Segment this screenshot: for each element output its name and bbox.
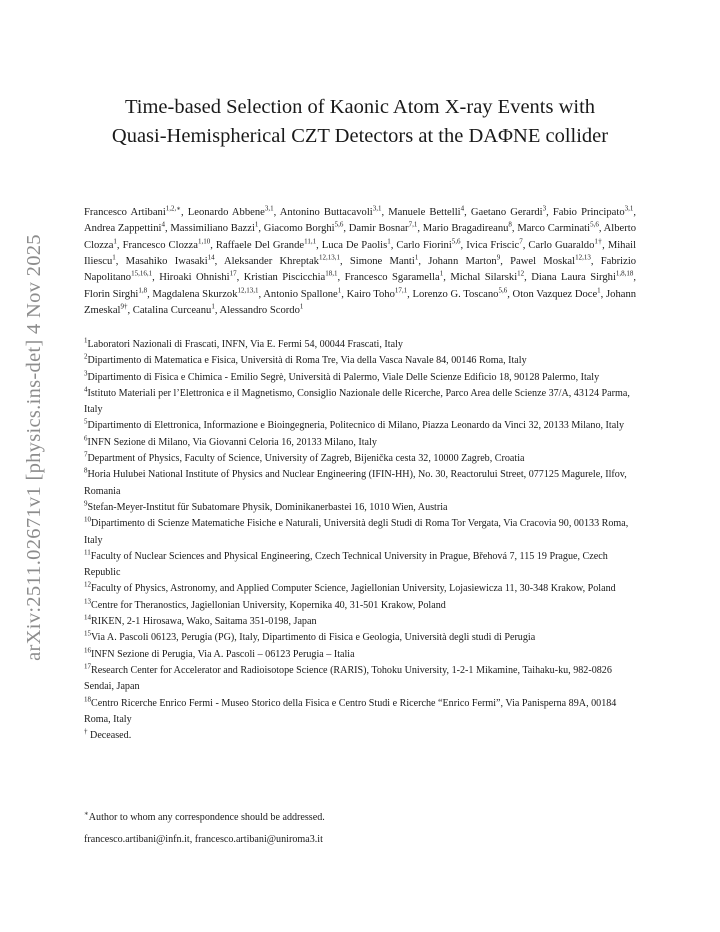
author-name: Kairo Toho: [346, 288, 395, 300]
author-name: Alessandro Scordo: [219, 305, 300, 317]
affiliation-mark: 15: [84, 629, 91, 638]
affiliation-mark: †: [84, 727, 88, 736]
author-affiliation-marks: 7: [519, 237, 523, 246]
affiliation-text: Dipartimento di Matematica e Fisica, Università di Roma Tre, Via della Vasca Navale 84, 00146 Roma, Italy: [87, 355, 527, 367]
author-affiliation-marks: 1: [211, 302, 215, 311]
author-entry: [531, 269, 634, 284]
author-entry: [422, 220, 512, 235]
author-name: Giacomo Borghi: [263, 223, 335, 235]
author-entry: [132, 302, 215, 317]
author-name: Marco Carminati: [517, 223, 591, 235]
affiliation-item: [84, 435, 636, 451]
author-name: Johann Marton: [428, 256, 497, 268]
author-affiliation-marks: 17,1: [394, 286, 408, 295]
author-name: Fabio Principato: [552, 207, 625, 218]
author-entry: [263, 220, 344, 235]
author-affiliation-marks: 11,1: [304, 237, 317, 246]
author-entry: [510, 253, 591, 268]
author-affiliation-marks: 9†: [120, 302, 128, 311]
author-entry: [224, 253, 340, 268]
author-affiliation-marks: 1,10: [197, 237, 211, 246]
author-name: Antonino Buttacavoli: [279, 207, 373, 218]
affiliation-mark: 10: [84, 515, 91, 524]
affiliation-item: [84, 630, 636, 646]
affiliation-text: Faculty of Physics, Astronomy, and Applied Computer Science, Jagiellonian University, Lojasiewicza 11, 30-348 Krakow, Poland: [91, 583, 616, 595]
affiliation-mark: 4: [84, 385, 88, 394]
author-name: Mario Bragadireanu: [422, 223, 509, 235]
author-entry: [187, 204, 274, 218]
author-name: Damir Bosnar: [348, 223, 409, 235]
author-entry: [279, 204, 382, 218]
author-entry: [263, 286, 342, 300]
affiliation-item: [84, 370, 636, 386]
author-affiliation-marks: 1,8,18: [615, 269, 634, 278]
author-name: Ivica Friscic: [466, 239, 520, 251]
author-affiliation-marks: 5,6: [590, 220, 599, 229]
affiliation-mark: 6: [84, 434, 88, 443]
author-affiliation-marks: 3,1: [372, 204, 382, 213]
author-entry: [344, 269, 444, 284]
author-entry: [470, 204, 547, 218]
author-entry: [428, 253, 501, 268]
affiliation-item: [84, 549, 636, 582]
author-affiliation-marks: 1,8: [138, 286, 148, 295]
affiliation-mark: 2: [84, 352, 88, 361]
author-name: Michal Silarski: [450, 272, 518, 284]
author-name: Lorenzo G. Toscano: [412, 288, 499, 300]
affiliation-mark: 12: [84, 581, 91, 590]
author-entry: [84, 220, 165, 235]
author-entry: [215, 237, 317, 251]
affiliation-text: Dipartimento di Fisica e Chimica - Emilio Segrè, Università di Palermo, Viale Delle Scienze Edificio 18, 90128 Palermo, Italy: [87, 371, 600, 383]
author-name: Magdalena Skurzok: [152, 288, 238, 300]
author-affiliation-marks: 17: [229, 269, 237, 278]
author-affiliation-marks: 7,1: [408, 220, 418, 229]
affiliation-item: [84, 451, 636, 467]
author-name: Andrea Zappettini: [84, 223, 162, 235]
affiliation-text: Horia Hulubei National Institute of Physics and Nuclear Engineering (IFIN-HH), No. 30, Reactorului Street, 077125 Magurele, Ilfov, Romania: [84, 469, 627, 497]
affiliation-text: Dipartimento di Scienze Matematiche Fisiche e Naturali, Università degli Studi di Roma Tor Vergata, Via Cracovia 90, 00133 Roma, Italy: [84, 518, 629, 546]
affiliation-item: [84, 337, 636, 353]
author-affiliation-marks: 1: [254, 220, 259, 229]
affiliation-text: Faculty of Nuclear Sciences and Physical Engineering, Czech Technical University in Prague, Břehová 7, 115 19 Prague, Czech Republic: [84, 550, 608, 579]
affiliation-text: Research Center for Accelerator and Radioisotope Science (RARIS), Tohoku University, 1-2-1 Mikamine, Taihaku-ku, 982-0826 Sendai, Japan: [84, 664, 612, 693]
author-name: Hiroaki Ohnishi: [159, 272, 230, 284]
author-affiliation-marks: 8: [508, 220, 512, 229]
affiliation-item: [84, 598, 636, 614]
author-affiliation-marks: 9: [496, 253, 501, 262]
author-name: Mihail Iliescu: [84, 239, 637, 268]
correspondence-mark: ∗: [84, 809, 89, 818]
author-affiliation-marks: 1: [299, 302, 304, 311]
affiliation-text: RIKEN, 2-1 Hirosawa, Wako, Saitama 351-0198, Japan: [91, 616, 317, 628]
paper-title-line-1: Time-based Selection of Kaonic Atom X-ray Events with: [124, 96, 596, 118]
correspondence-note: [84, 810, 636, 825]
affiliation-mark: 17: [84, 662, 91, 671]
affiliation-item: [84, 500, 636, 516]
author-name: Francesco Sgaramella: [344, 272, 440, 284]
author-name: Diana Laura Sirghi: [531, 272, 616, 284]
affiliation-text: Centro Ricerche Enrico Fermi - Museo Storico della Fisica e Centro Studi e Ricerche “Enrico Fermi”, Via Panisperna 89A, 00184 Roma, Italy: [84, 697, 617, 725]
author-name: Massimiliano Bazzi: [170, 223, 255, 235]
author-name: Masahiko Iwasaki: [125, 256, 208, 268]
affiliation-text: INFN Sezione di Milano, Via Giovanni Celoria 16, 20133 Milano, Italy: [87, 436, 377, 448]
author-name: Francesco Clozza: [122, 239, 198, 251]
affiliation-text: Centre for Theranostics, Jagiellonian University, Kopernika 40, 31-501 Krakow, Poland: [91, 599, 446, 611]
author-name: Fabrizio Napolitano: [84, 256, 637, 284]
affiliation-mark: 18: [84, 695, 91, 704]
affiliation-item: [84, 696, 636, 729]
author-affiliation-marks: 15,16,1: [131, 269, 153, 278]
affiliation-mark: 3: [84, 369, 88, 378]
author-affiliation-marks: 4: [161, 220, 165, 229]
affiliation-text: Via A. Pascoli 06123, Perugia (PG), Italy, Dipartimento di Fisica e Geologia, Università degli studi di Perugia: [91, 632, 536, 644]
author-entry: [552, 204, 634, 218]
affiliation-text: Deceased.: [87, 730, 132, 742]
author-entry: [517, 220, 599, 235]
author-affiliation-marks: 12,13,1: [237, 286, 259, 295]
affiliation-item: [84, 386, 636, 419]
author-affiliation-marks: 5,6: [334, 220, 344, 229]
paper-title: [84, 93, 636, 151]
author-name: Francesco Artibani: [84, 207, 166, 218]
affiliation-text: Laboratori Nazionali di Frascati, INFN, Via E. Fermi 54, 00044 Frascati, Italy: [87, 339, 403, 350]
author-affiliation-marks: 5,6: [498, 286, 508, 295]
author-entry: [122, 237, 211, 251]
author-entry: [346, 286, 408, 300]
author-entry: [512, 286, 601, 300]
author-affiliation-marks: 12,13: [575, 253, 591, 262]
author-name: Simone Manti: [349, 256, 415, 268]
affiliation-item: [84, 467, 636, 500]
affiliation-text: Istituto Materiali per l’Elettronica e il Magnetismo, Consiglio Nazionale delle Ricerche, Parco Area delle Scienze 37/A, 43124 Parma, Italy: [84, 387, 630, 416]
author-entry: [84, 204, 182, 218]
author-name: Kristian Piscicchia: [243, 272, 326, 284]
affiliation-item: [84, 614, 636, 630]
author-entry: [348, 220, 418, 235]
correspondence-text: Author to whom any correspondence should be addressed.: [88, 812, 325, 823]
author-affiliation-marks: 1: [414, 253, 419, 262]
author-name: Catalina Curceanu: [132, 305, 212, 317]
author-name: Leonardo Abbene: [187, 207, 265, 218]
author-affiliation-marks: 1: [113, 237, 117, 246]
author-affiliation-marks: 1: [387, 237, 391, 246]
author-name: Manuele Bettelli: [388, 207, 461, 218]
author-entry: [152, 286, 259, 300]
author-name: Alberto Clozza: [84, 223, 637, 251]
author-affiliation-marks: 4: [460, 204, 465, 213]
author-entry: [321, 237, 391, 251]
affiliation-mark: 13: [84, 597, 91, 606]
author-entry: [170, 220, 259, 235]
author-list: Francesco Artibani$^{1,2,∗}$, Leonardo Abbene$^{3,1}$, Antonino Buttacavoli$^{3,1}$, Manuele Bettelli$^4$, Gaetano Gerardi$^3$, Fabio Principato$^{3,1}$, Andrea Zappettini$^4$, Massimiliano Bazzi$^1$, Giacomo Borghi$^{5,6}$, Damir Bosnar$^{7,1}$, Mario Bragadireanu$^8$, Marco Carminati$^{5,6}$, Alberto Clozza$^1$, Francesco Clozza$^{1,10}$, Raffaele Del Grande$^{11,1}$, Luca De Paolis$^1$, Carlo Fiorini$^{5,6}$, Ivica Friscic$^7$, Carlo Guaraldo$^{1\dagger}$, Mihail Iliescu$^1$, Masahiko Iwasaki$^{14}$, Aleksander Khreptak$^{12,13,1}$, Simone Manti$^1$, Johann Marton$^9$, Pawel Moskal$^{12,13}$, Fabrizio Napolitano$^{15,16,1}$, Hiroaki Ohnishi$^{17}$, Kristian Piscicchia$^{18,1}$, Francesco Sgaramella$^1$, Michal Silarski$^{12}$, Diana Laura Sirghi$^{1,8,18}$, Florin Sirghi$^{1,8}$, Magdalena Skurzok$^{12,13,1}$, Antonio Spallone$^1$, Kairo Toho$^{17,1}$, Lorenzo G. Toscano$^{5,6}$, Oton Vazquez Doce$^1$, Johann Zmeskal$^{9\dagger}$, Catalina Curceanu$^1$, Alessandro Scordo$^1$: [84, 204, 637, 317]
author-entry: [159, 269, 237, 284]
author-affiliation-marks: 1,2,∗: [165, 204, 182, 213]
author-affiliation-marks: 1: [439, 269, 444, 278]
paper-title-line-2: Quasi-Hemispherical CZT Detectors at the DAΦNE collider: [111, 125, 609, 147]
affiliation-mark: 7: [84, 450, 88, 459]
author-affiliation-marks: 1: [112, 253, 116, 262]
affiliation-item: [84, 728, 636, 744]
author-affiliation-marks: 1†: [594, 237, 603, 246]
author-entry: [412, 286, 508, 300]
affiliation-mark: 5: [84, 418, 88, 427]
author-entry: [388, 204, 465, 218]
affiliation-text: INFN Sezione di Perugia, Via A. Pascoli – 06123 Perugia – Italia: [91, 648, 355, 660]
affiliation-text: Dipartimento di Elettronica, Informazione e Bioingegneria, Politecnico di Milano, Piazza Leonardo da Vinci 32, 20133 Milano, Italy: [87, 420, 625, 432]
author-entry: [466, 237, 523, 251]
affiliation-item: [84, 581, 636, 597]
arxiv-identifier-stamp: [12, 207, 56, 687]
author-name: Raffaele Del Grande: [215, 239, 305, 251]
author-name: Aleksander Khreptak: [224, 256, 319, 268]
author-name: Luca De Paolis: [321, 239, 388, 251]
author-affiliation-marks: 1: [597, 286, 601, 295]
author-name: Florin Sirghi: [84, 288, 139, 300]
author-entry: [528, 237, 603, 251]
author-name: Antonio Spallone: [263, 288, 338, 300]
author-affiliation-marks: 5,6: [451, 237, 461, 246]
affiliation-list: [84, 337, 636, 744]
correspondence-emails: francesco.artibani@infn.it, francesco.artibani@uniroma3.it: [84, 834, 323, 845]
author-entry: [396, 237, 461, 251]
author-affiliation-marks: 12,13,1: [318, 253, 340, 262]
author-entry: [450, 269, 525, 284]
affiliation-mark: 9: [84, 499, 88, 508]
affiliation-mark: 11: [84, 548, 91, 557]
author-affiliation-marks: 14: [207, 253, 215, 262]
author-name: Gaetano Gerardi: [470, 207, 543, 218]
affiliation-item: [84, 418, 636, 434]
affiliation-mark: 1: [84, 336, 88, 345]
affiliation-mark: 8: [84, 467, 88, 476]
affiliation-text: Stefan-Meyer-Institut für Subatomare Physik, Dominikanerbastei 16, 1010 Wien, Austria: [87, 501, 448, 513]
affiliation-mark: 16: [84, 646, 91, 655]
author-name: Carlo Guaraldo: [528, 239, 595, 251]
affiliation-item: [84, 663, 636, 696]
affiliation-item: [84, 647, 636, 663]
author-affiliation-marks: 3,1: [624, 204, 634, 213]
author-affiliation-marks: 1: [337, 286, 342, 295]
affiliation-item: [84, 353, 636, 369]
author-name: Johann Zmeskal: [84, 288, 637, 317]
author-entry: [243, 269, 338, 284]
author-entry: [219, 302, 304, 317]
author-affiliation-marks: 3,1: [264, 204, 274, 213]
author-entry: [84, 286, 148, 300]
author-entry: [349, 253, 419, 268]
author-name: Carlo Fiorini: [396, 239, 452, 251]
affiliation-item: [84, 516, 636, 549]
affiliation-mark: 14: [84, 613, 91, 622]
author-affiliation-marks: 3: [542, 204, 547, 213]
author-affiliation-marks: 12: [517, 269, 525, 278]
author-affiliation-marks: 18,1: [325, 269, 338, 278]
affiliation-text: Department of Physics, Faculty of Science, University of Zagreb, Bijenička cesta 32, 10000 Zagreb, Croatia: [87, 453, 525, 465]
author-name: Oton Vazquez Doce: [512, 288, 598, 300]
author-entry: [125, 253, 215, 268]
author-name: Pawel Moskal: [510, 256, 576, 268]
arxiv-identifier-text: arXiv:2511.02671v1 [physics.ins-det] 4 Nov 2025: [22, 233, 45, 661]
